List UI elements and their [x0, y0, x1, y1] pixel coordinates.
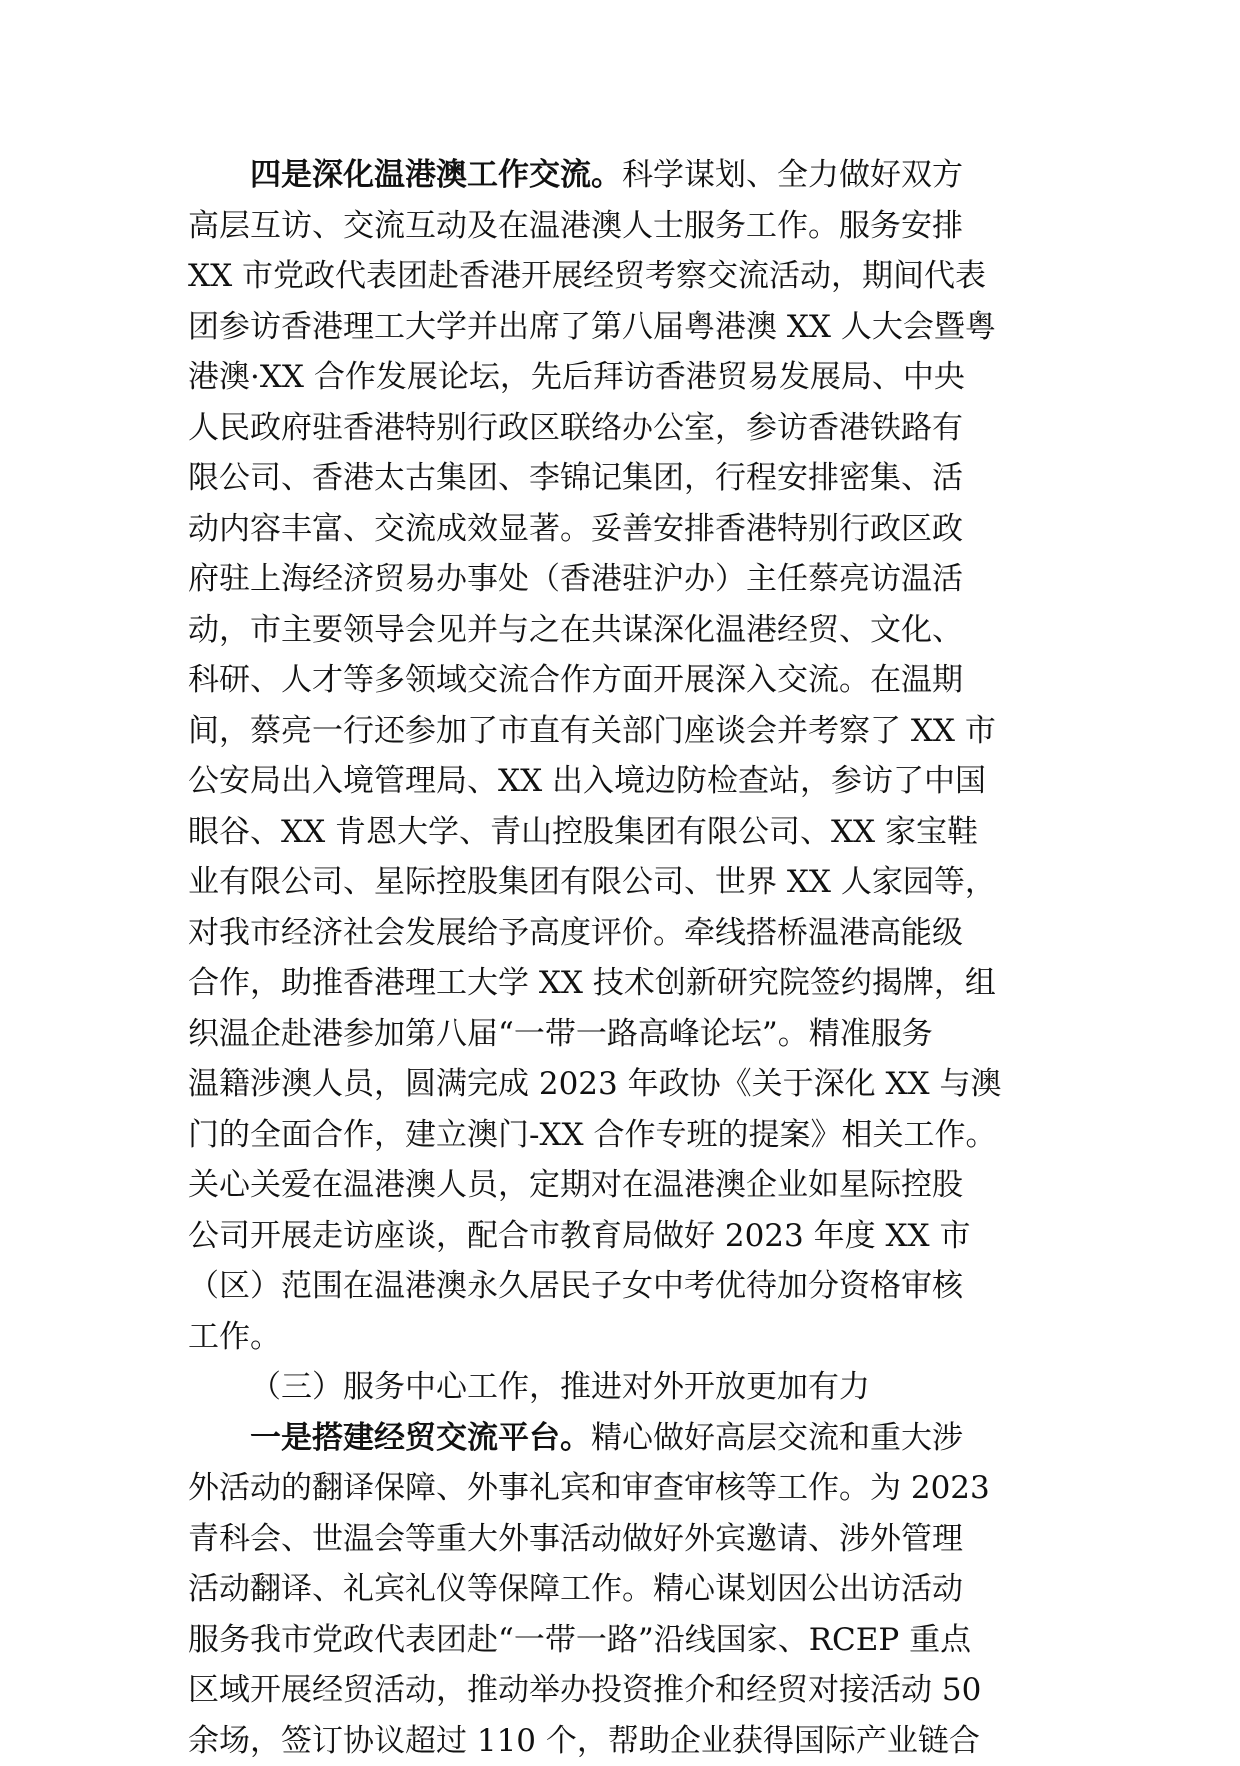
paragraph-line: （区）范围在温港澳永久居民子女中考优待加分资格审核	[188, 1261, 1070, 1312]
paragraph-line: 对我市经济社会发展给予高度评价。牵线搭桥温港高能级	[188, 908, 1070, 959]
paragraph-line: 限公司、香港太古集团、李锦记集团，行程安排密集、活	[188, 453, 1070, 504]
section-heading: （三）服务中心工作，推进对外开放更加有力	[188, 1362, 1070, 1413]
paragraph-line: 区域开展经贸活动，推动举办投资推介和经贸对接活动 50	[188, 1665, 1070, 1716]
paragraph-text: 精心做好高层交流和重大涉	[591, 1420, 963, 1456]
paragraph-line: 人民政府驻香港特别行政区联络办公室，参访香港铁路有	[188, 403, 1070, 454]
paragraph-line: 活动翻译、礼宾礼仪等保障工作。精心谋划因公出访活动	[188, 1564, 1070, 1615]
paragraph-heading: 一是搭建经贸交流平台。	[250, 1420, 591, 1456]
paragraph-line: 余场，签订协议超过 110 个，帮助企业获得国际产业链合	[188, 1716, 1070, 1766]
paragraph-line: 门的全面合作，建立澳门-XX 合作专班的提案》相关工作。	[188, 1110, 1070, 1161]
paragraph-line: 工作。	[188, 1312, 1070, 1363]
paragraph-line: 团参访香港理工大学并出席了第八届粤港澳 XX 人大会暨粤	[188, 302, 1070, 353]
paragraph-line: 业有限公司、星际控股集团有限公司、世界 XX 人家园等，	[188, 857, 1070, 908]
paragraph-line: 公司开展走访座谈，配合市教育局做好 2023 年度 XX 市	[188, 1211, 1070, 1262]
paragraph-line: 眼谷、XX 肯恩大学、青山控股集团有限公司、XX 家宝鞋	[188, 807, 1070, 858]
paragraph-line: 服务我市党政代表团赴“一带一路”沿线国家、RCEP 重点	[188, 1615, 1070, 1666]
paragraph-text: 科学谋划、全力做好双方	[622, 157, 963, 193]
paragraph-line: 高层互访、交流互动及在温港澳人士服务工作。服务安排	[188, 201, 1070, 252]
paragraph-line: 港澳·XX 合作发展论坛，先后拜访香港贸易发展局、中央	[188, 352, 1070, 403]
paragraph-line: 府驻上海经济贸易办事处（香港驻沪办）主任蔡亮访温活	[188, 554, 1070, 605]
paragraph-heading: 四是深化温港澳工作交流。	[250, 157, 622, 193]
paragraph-line: 科研、人才等多领域交流合作方面开展深入交流。在温期	[188, 655, 1070, 706]
paragraph-line	[188, 150, 1070, 201]
paragraph-line: 公安局出入境管理局、XX 出入境边防检查站，参访了中国	[188, 756, 1070, 807]
document-page	[188, 150, 1070, 1766]
paragraph-line: 外活动的翻译保障、外事礼宾和审查审核等工作。为 2023	[188, 1463, 1070, 1514]
paragraph-line: 合作，助推香港理工大学 XX 技术创新研究院签约揭牌，组	[188, 958, 1070, 1009]
paragraph-line: 关心关爱在温港澳人员，定期对在温港澳企业如星际控股	[188, 1160, 1070, 1211]
paragraph-line	[188, 1413, 1070, 1464]
paragraph-line: 间，蔡亮一行还参加了市直有关部门座谈会并考察了 XX 市	[188, 706, 1070, 757]
paragraph-line: 动，市主要领导会见并与之在共谋深化温港经贸、文化、	[188, 605, 1070, 656]
paragraph-line: 青科会、世温会等重大外事活动做好外宾邀请、涉外管理	[188, 1514, 1070, 1565]
paragraph-line: 温籍涉澳人员，圆满完成 2023 年政协《关于深化 XX 与澳	[188, 1059, 1070, 1110]
paragraph-line: 动内容丰富、交流成效显著。妥善安排香港特别行政区政	[188, 504, 1070, 555]
paragraph-line: 织温企赴港参加第八届“一带一路高峰论坛”。精准服务	[188, 1009, 1070, 1060]
paragraph-line: XX 市党政代表团赴香港开展经贸考察交流活动，期间代表	[188, 251, 1070, 302]
